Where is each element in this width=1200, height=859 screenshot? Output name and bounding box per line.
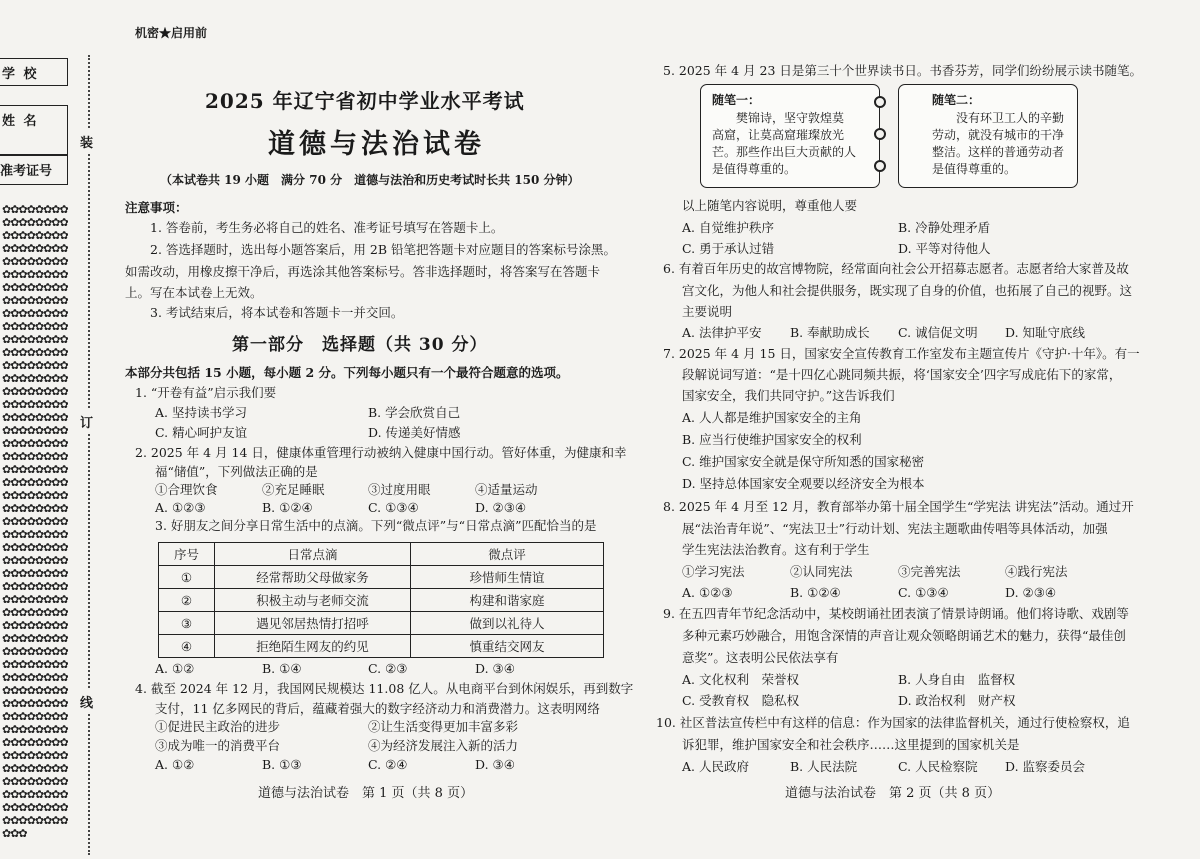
q7-stem: 7. 2025 年 4 月 15 日，国家安全宣传教育工作室发布主题宣传片《守护·十年》。有一	[663, 346, 1140, 361]
table-row	[159, 612, 604, 635]
table-row	[159, 566, 604, 589]
q8-item: ③完善宪法	[898, 564, 961, 579]
table-cell: ③	[159, 612, 215, 635]
table-cell: ②	[159, 589, 215, 612]
q4-item: ④为经济发展注入新的活力	[368, 738, 519, 753]
ticket-label: 准考证号	[0, 164, 53, 179]
q3-table	[158, 542, 604, 658]
q4-item: ②让生活变得更加丰富多彩	[368, 719, 519, 734]
q4-option-c: C. ②④	[368, 757, 408, 772]
card1-title: 随笔一：	[712, 93, 761, 107]
note-line: 2. 答选择题时，选出每小题答案后，用 2B 铅笔把答题卡对应题目的答案标号涂黑。	[150, 242, 616, 257]
bind-char-xian: 线	[80, 690, 93, 713]
q7-stem: 段解说词写道：“是十四亿心跳同频共振，将‘国家安全’四字写成庇佑下的家常，	[682, 367, 1122, 382]
binding-dotted-line	[88, 55, 90, 855]
q6-option-a: A. 法律护平安	[682, 325, 762, 340]
q2-option-d: D. ②③④	[475, 500, 527, 515]
part1-title: 第一部分 选择题（共 30 分）	[232, 335, 488, 355]
bind-char-zhuang: 装	[80, 130, 93, 153]
part1-intro: 本部分共包括 15 小题，每小题 2 分。下列每小题只有一个最符合题意的选项。	[125, 365, 569, 380]
name-label: 姓 名	[2, 114, 39, 129]
note-line: 1. 答卷前，考生务必将自己的姓名、准考证号填写在答题卡上。	[150, 220, 504, 235]
q8-item: ①学习宪法	[682, 564, 745, 579]
q6-stem: 6. 有着百年历史的故宫博物院，经常面向社会公开招募志愿者。志愿者给大家普及故	[663, 261, 1129, 276]
table-cell: 珍惜师生情谊	[411, 566, 604, 589]
q8-item: ②认同宪法	[790, 564, 853, 579]
q4-option-b: B. ①③	[262, 757, 302, 772]
card2-line: 是值得尊重的。	[932, 162, 1017, 176]
q7-option-b: B. 应当行使维护国家安全的权利	[682, 432, 862, 447]
q4-stem: 4. 截至 2024 年 12 月，我国网民规模达 11.08 亿人。从电商平台到休闲娱乐，再到数字	[135, 681, 634, 696]
q4-option-a: A. ①②	[155, 757, 195, 772]
card2-line: 劳动，就没有城市的干净	[932, 128, 1065, 142]
q3-option-c: C. ②③	[368, 661, 408, 676]
subject-title: 道德与法治试卷	[268, 129, 485, 160]
exam-title: 2025 年辽宁省初中学业水平考试	[205, 89, 525, 113]
q7-option-d: D. 坚持总体国家安全观要以经济安全为根本	[682, 476, 925, 491]
q2-item: ③过度用眼	[368, 482, 431, 497]
q2-option-a: A. ①②③	[155, 500, 206, 515]
q10-option-d: D. 监察委员会	[1005, 759, 1086, 774]
note-line: 上。写在本试卷上无效。	[125, 285, 263, 300]
q1-stem: 1. “开卷有益”启示我们要	[135, 385, 277, 400]
table-cell: 慎重结交网友	[411, 635, 604, 658]
q7-stem: 国家安全，我们共同守护。”这告诉我们	[682, 388, 895, 403]
decorative-border: ✿✿✿✿✿✿✿✿✿✿✿✿✿✿✿✿✿✿✿✿✿✿✿✿✿✿✿✿✿✿✿✿✿✿✿✿✿✿✿✿✿✿✿✿✿✿✿✿✿✿✿✿✿✿✿✿✿✿✿✿✿✿✿✿✿✿✿✿✿✿✿✿✿✿✿✿✿✿✿✿✿✿✿✿✿✿✿✿✿✿✿✿✿✿✿✿✿✿✿✿✿✿✿✿✿✿✿✿✿✿✿✿✿✿✿✿✿✿✿✿✿✿✿✿✿✿✿✿✿✿✿✿✿✿✿✿✿✿✿✿✿✿✿✿✿✿✿✿✿✿✿✿✿✿✿✿✿✿✿✿✿✿✿✿✿✿✿✿✿✿✿✿✿✿✿✿✿✿✿✿✿✿✿✿✿✿✿✿✿✿✿✿✿✿✿✿✿✿✿✿✿✿✿✿✿✿✿✿✿✿✿✿✿✿✿✿✿✿✿✿✿✿✿✿✿✿✿✿✿✿✿✿✿✿✿✿✿✿✿✿✿✿✿✿✿✿✿✿✿✿✿✿✿✿✿✿✿✿✿✿✿✿✿✿✿✿✿✿✿✿✿✿✿✿✿✿✿✿✿✿✿✿✿✿✿✿✿✿✿✿✿✿✿✿✿✿✿✿✿✿✿✿✿✿✿✿✿✿✿✿✿✿✿✿✿✿✿✿✿✿✿✿✿✿✿✿✿✿✿✿✿✿✿✿✿✿✿✿✿✿✿✿✿✿✿✿✿✿✿✿✿✿✿✿✿✿✿✿✿✿✿✿✿✿✿✿✿✿✿✿✿✿✿✿✿✿✿✿✿✿✿✿✿✿✿✿✿	[2, 203, 68, 840]
q2-item: ①合理饮食	[155, 482, 218, 497]
q6-stem: 宫文化，为他人和社会提供服务，既实现了自身的价值，也拓展了自己的视野。这	[682, 283, 1133, 298]
card2-line: 整洁。这样的普通劳动者	[932, 145, 1065, 159]
q3-option-d: D. ③④	[475, 661, 515, 676]
table-cell: 拒绝陌生网友的约见	[215, 635, 411, 658]
table-cell: 经常帮助父母做家务	[215, 566, 411, 589]
q8-option-b: B. ①②④	[790, 585, 841, 600]
q3-option-b: B. ①④	[262, 661, 302, 676]
q6-stem: 主要说明	[682, 304, 733, 319]
q9-stem: 多种元素巧妙融合，用饱含深情的声音让观众领略朗诵艺术的魅力，获得“最佳创	[682, 628, 1126, 643]
q10-stem: 诉犯罪，维护国家安全和社会秩序……这里提到的国家机关是	[682, 737, 1020, 752]
q8-stem: 学生宪法法治教育。这有利于学生	[682, 542, 870, 557]
card1-line: 高窟，让莫高窟璀璨放光	[712, 128, 845, 142]
q3-stem: 3. 好朋友之间分享日常生活中的点滴。下列“微点评”与“日常点滴”匹配恰当的是	[155, 518, 597, 533]
table-cell: ①	[159, 566, 215, 589]
q6-option-d: D. 知耻守底线	[1005, 325, 1086, 340]
school-label: 学 校	[2, 67, 39, 82]
secret-label: 机密★启用前	[135, 26, 208, 40]
table-row	[159, 589, 604, 612]
q1-option-b: B. 学会欣赏自己	[368, 405, 461, 420]
q7-option-a: A. 人人都是维护国家安全的主角	[682, 410, 862, 425]
exam-info: （本试卷共 19 小题 满分 70 分 道德与法治和历史考试时长共 150 分钟）	[160, 173, 580, 187]
page-footer: 道德与法治试卷 第 2 页（共 8 页）	[785, 786, 1001, 801]
q4-option-d: D. ③④	[475, 757, 515, 772]
q5-option-b: B. 冷静处理矛盾	[898, 220, 991, 235]
q9-stem: 意奖”。这表明公民依法享有	[682, 650, 839, 665]
table-header: 序号	[159, 543, 215, 566]
q8-item: ④践行宪法	[1005, 564, 1068, 579]
table-cell: ④	[159, 635, 215, 658]
card1-line: 樊锦诗，坚守敦煌莫	[712, 111, 845, 125]
q9-option-d: D. 政治权利 财产权	[898, 693, 1016, 708]
q5-option-c: C. 勇于承认过错	[682, 241, 775, 256]
card2-line: 没有环卫工人的辛勤	[932, 111, 1065, 125]
table-cell: 积极主动与老师交流	[215, 589, 411, 612]
q8-stem: 展“法治青年说”、“宪法卫士”行动计划、宪法主题歌曲传唱等具体活动，加强	[682, 521, 1108, 536]
q4-item: ①促进民主政治的进步	[155, 719, 281, 734]
notes-heading: 注意事项：	[125, 200, 188, 215]
q9-option-b: B. 人身自由 监督权	[898, 672, 1016, 687]
q3-option-a: A. ①②	[155, 661, 195, 676]
table-cell: 做到以礼待人	[411, 612, 604, 635]
table-header-row	[159, 543, 604, 566]
q8-option-c: C. ①③④	[898, 585, 949, 600]
q1-option-d: D. 传递美好情感	[368, 425, 461, 440]
binding-margin	[0, 0, 100, 859]
q2-option-c: C. ①③④	[368, 500, 419, 515]
q8-option-d: D. ②③④	[1005, 585, 1057, 600]
q2-stem: 福“储值”，下列做法正确的是	[155, 464, 318, 479]
card1-line: 芒。那些作出巨大贡献的人	[712, 145, 857, 159]
q10-option-c: C. 人民检察院	[898, 759, 978, 774]
q5-option-a: A. 自觉维护秩序	[682, 220, 774, 235]
binder-ring	[874, 128, 886, 140]
note-line: 如需改动，用橡皮擦干净后，再选涂其他答案标号。答非选择题时，将答案写在答题卡	[125, 264, 601, 279]
q2-option-b: B. ①②④	[262, 500, 313, 515]
page-footer: 道德与法治试卷 第 1 页（共 8 页）	[258, 786, 474, 801]
q8-option-a: A. ①②③	[682, 585, 733, 600]
q1-option-c: C. 精心呵护友谊	[155, 425, 248, 440]
q7-option-c: C. 维护国家安全就是保守所知悉的国家秘密	[682, 454, 925, 469]
bind-char-ding: 订	[80, 410, 93, 433]
table-header: 微点评	[411, 543, 604, 566]
table-row	[159, 635, 604, 658]
q4-stem: 支付，11 亿多网民的背后，蕴藏着强大的数字经济动力和消费潜力。这表明网络	[155, 701, 600, 716]
q5-question: 以上随笔内容说明，尊重他人要	[682, 198, 858, 213]
q9-stem: 9. 在五四青年节纪念活动中，某校朗诵社团表演了情景诗朗诵。他们将诗歌、戏剧等	[663, 606, 1129, 621]
q9-option-c: C. 受教育权 隐私权	[682, 693, 800, 708]
table-cell: 构建和谐家庭	[411, 589, 604, 612]
q1-option-a: A. 坚持读书学习	[155, 405, 247, 420]
q4-item: ③成为唯一的消费平台	[155, 738, 281, 753]
binder-ring	[874, 96, 886, 108]
table-cell: 遇见邻居热情打招呼	[215, 612, 411, 635]
q5-stem: 5. 2025 年 4 月 23 日是第三十个世界读书日。书香芬芳，同学们纷纷展示读书随笔。	[663, 63, 1142, 78]
q10-option-a: A. 人民政府	[682, 759, 749, 774]
table-header: 日常点滴	[215, 543, 411, 566]
q2-stem: 2. 2025 年 4 月 14 日，健康体重管理行动被纳入健康中国行动。管好体重，为健康和幸	[135, 445, 627, 460]
card2-title: 随笔二：	[932, 93, 981, 107]
q2-item: ②充足睡眠	[262, 482, 325, 497]
note-line: 3. 考试结束后，将本试卷和答题卡一并交回。	[150, 305, 404, 320]
q5-option-d: D. 平等对待他人	[898, 241, 991, 256]
q10-option-b: B. 人民法院	[790, 759, 858, 774]
q6-option-b: B. 奉献助成长	[790, 325, 870, 340]
binder-ring	[874, 160, 886, 172]
q10-stem: 10. 社区普法宣传栏中有这样的信息：作为国家的法律监督机关，通过行使检察权，追	[656, 715, 1130, 730]
q6-option-c: C. 诚信促文明	[898, 325, 978, 340]
card1-line: 是值得尊重的。	[712, 162, 797, 176]
q8-stem: 8. 2025 年 4 月至 12 月，教育部举办第十届全国学生“学宪法 讲宪法”活动。通过开	[663, 499, 1134, 514]
q2-item: ④适量运动	[475, 482, 538, 497]
q9-option-a: A. 文化权利 荣誉权	[682, 672, 799, 687]
